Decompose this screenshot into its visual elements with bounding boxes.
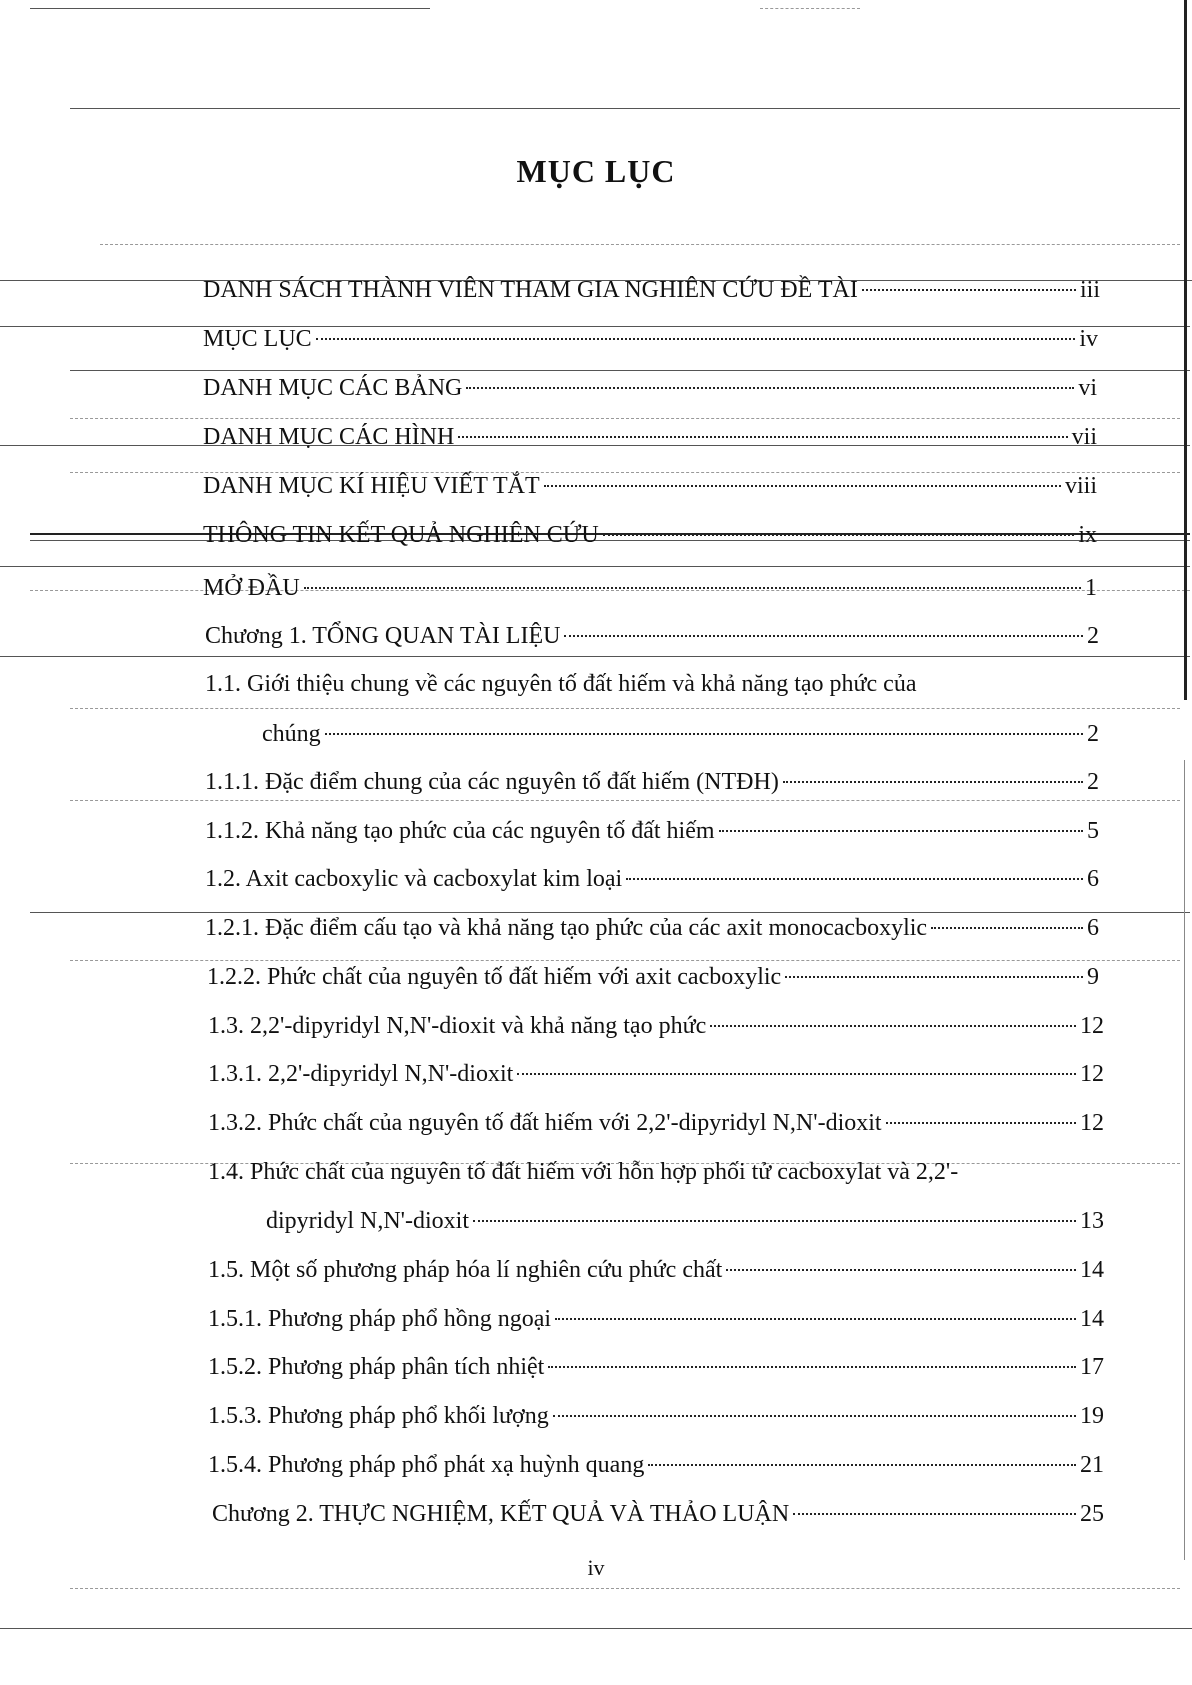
scan-line bbox=[70, 708, 1180, 709]
page-edge bbox=[1184, 760, 1185, 1560]
toc-entry-title: Chương 1. TỔNG QUAN TÀI LIỆU bbox=[205, 623, 561, 649]
dot-leader bbox=[555, 1318, 1076, 1320]
page-title: MỤC LỤC bbox=[516, 153, 676, 189]
scan-line bbox=[0, 566, 1190, 567]
toc-entry[interactable] bbox=[262, 719, 1099, 749]
toc-entry-page: 19 bbox=[1080, 1403, 1104, 1429]
toc-entry-page: 2 bbox=[1087, 721, 1099, 747]
scan-line bbox=[0, 656, 1190, 657]
scan-line bbox=[30, 8, 430, 9]
toc-entry[interactable] bbox=[208, 1401, 1104, 1431]
toc-entry-title: MỞ ĐẦU bbox=[203, 575, 300, 601]
toc-entry-title: 1.2. Axit cacboxylic và cacboxylat kim loại bbox=[205, 866, 623, 892]
toc-entry-page: 5 bbox=[1087, 818, 1099, 844]
dot-leader bbox=[719, 830, 1083, 832]
toc-entry-title: MỤC LỤC bbox=[203, 326, 312, 352]
scan-line bbox=[70, 1588, 1180, 1589]
toc-entry-title: DANH SÁCH THÀNH VIÊN THAM GIA NGHIÊN CỨU ĐỀ TÀI bbox=[203, 277, 858, 303]
toc-entry-page: vii bbox=[1071, 424, 1097, 450]
scan-line bbox=[70, 800, 1180, 801]
toc-entry-title: 1.5.4. Phương pháp phổ phát xạ huỳnh quang bbox=[208, 1452, 645, 1478]
toc-entry-title: DANH MỤC CÁC HÌNH bbox=[203, 424, 455, 450]
toc-entry-title: Chương 2. THỰC NGHIỆM, KẾT QUẢ VÀ THẢO LUẬN bbox=[212, 1501, 790, 1527]
toc-entry[interactable] bbox=[208, 1011, 1104, 1041]
dot-leader bbox=[793, 1513, 1076, 1515]
toc-entry-page: 2 bbox=[1087, 623, 1099, 649]
toc-entry[interactable] bbox=[208, 1255, 1104, 1285]
scan-line bbox=[70, 370, 1190, 371]
dot-leader bbox=[544, 485, 1061, 487]
toc-entry[interactable] bbox=[212, 1499, 1104, 1529]
toc-entry[interactable] bbox=[203, 471, 1097, 501]
toc-entry[interactable] bbox=[208, 1059, 1104, 1089]
dot-leader bbox=[473, 1220, 1076, 1222]
toc-entry-title: 1.2.1. Đặc điểm cấu tạo và khả năng tạo phức của các axit monocacboxylic bbox=[205, 915, 928, 941]
dot-leader bbox=[626, 878, 1083, 880]
toc-entry[interactable] bbox=[203, 422, 1097, 452]
toc-entry-title: 1.1.1. Đặc điểm chung của các nguyên tố đất hiếm (NTĐH) bbox=[205, 769, 779, 795]
toc-entry-page: 12 bbox=[1080, 1013, 1104, 1039]
toc-entry[interactable] bbox=[203, 275, 1100, 305]
dot-leader bbox=[785, 976, 1083, 978]
toc-entry-page: 6 bbox=[1087, 866, 1099, 892]
dot-leader bbox=[458, 436, 1067, 438]
toc-entry[interactable] bbox=[203, 520, 1097, 550]
dot-leader bbox=[931, 927, 1083, 929]
toc-entry-page: vi bbox=[1078, 375, 1097, 401]
dot-leader bbox=[517, 1073, 1076, 1075]
toc-entry-title: DANH MỤC KÍ HIỆU VIẾT TẮT bbox=[203, 473, 540, 499]
toc-entry-page: 17 bbox=[1080, 1354, 1104, 1380]
dot-leader bbox=[603, 534, 1075, 536]
dot-leader bbox=[648, 1464, 1076, 1466]
toc-entry-page: 25 bbox=[1080, 1501, 1104, 1527]
toc-entry-page: 14 bbox=[1080, 1257, 1104, 1283]
toc-entry-title: dipyridyl N,N'-dioxit bbox=[266, 1208, 469, 1234]
toc-entry[interactable] bbox=[205, 816, 1099, 846]
toc-entry-line: 1.1. Giới thiệu chung về các nguyên tố đất hiếm và khả năng tạo phức của bbox=[205, 671, 917, 697]
dot-leader bbox=[564, 635, 1083, 637]
toc-entry-page: 2 bbox=[1087, 769, 1099, 795]
toc-entry-page: iii bbox=[1079, 277, 1100, 303]
dot-leader bbox=[325, 733, 1083, 735]
toc-entry[interactable] bbox=[205, 767, 1099, 797]
toc-entry[interactable] bbox=[205, 621, 1099, 651]
toc-entry-page: 13 bbox=[1080, 1208, 1104, 1234]
toc-entry[interactable] bbox=[203, 573, 1097, 603]
scan-line bbox=[70, 418, 1180, 419]
dot-leader bbox=[316, 338, 1076, 340]
toc-entry-title: 1.5.1. Phương pháp phổ hồng ngoại bbox=[208, 1306, 552, 1332]
page-edge bbox=[1184, 0, 1187, 700]
toc-entry[interactable] bbox=[203, 324, 1098, 354]
toc-entry-title: chúng bbox=[262, 721, 321, 747]
toc-entry-title: DANH MỤC CÁC BẢNG bbox=[203, 375, 463, 401]
dot-leader bbox=[783, 781, 1083, 783]
toc-entry-page: 9 bbox=[1087, 964, 1099, 990]
toc-entry[interactable] bbox=[208, 1108, 1104, 1138]
toc-entry[interactable] bbox=[208, 1450, 1104, 1480]
dot-leader bbox=[710, 1025, 1076, 1027]
toc-entry-title: THÔNG TIN KẾT QUẢ NGHIÊN CỨU bbox=[203, 522, 599, 548]
toc-entry-page: 6 bbox=[1087, 915, 1099, 941]
dot-leader bbox=[548, 1366, 1076, 1368]
toc-entry-page: 12 bbox=[1080, 1061, 1104, 1087]
dot-leader bbox=[726, 1269, 1076, 1271]
toc-entry-page: 21 bbox=[1080, 1452, 1104, 1478]
toc-entry[interactable] bbox=[208, 1304, 1104, 1334]
toc-entry-page: 14 bbox=[1080, 1306, 1104, 1332]
scan-line bbox=[0, 1628, 1192, 1629]
toc-entry-title: 1.1.2. Khả năng tạo phức của các nguyên tố đất hiếm bbox=[205, 818, 715, 844]
scan-line bbox=[70, 960, 1180, 961]
scan-line bbox=[100, 244, 1180, 245]
dot-leader bbox=[466, 387, 1074, 389]
toc-entry[interactable] bbox=[205, 864, 1099, 894]
toc-entry[interactable] bbox=[207, 962, 1099, 992]
toc-entry-title: 1.5. Một số phương pháp hóa lí nghiên cứu phức chất bbox=[208, 1257, 723, 1283]
toc-entry-page: iv bbox=[1079, 326, 1098, 352]
toc-entry-title: 1.5.2. Phương pháp phân tích nhiệt bbox=[208, 1354, 545, 1380]
toc-entry-title: 1.5.3. Phương pháp phổ khối lượng bbox=[208, 1403, 549, 1429]
toc-entry-title: 1.3. 2,2'-dipyridyl N,N'-dioxit và khả năng tạo phức bbox=[208, 1013, 707, 1039]
toc-entry[interactable] bbox=[208, 1352, 1104, 1382]
toc-entry[interactable] bbox=[266, 1206, 1104, 1236]
toc-entry-page: 1 bbox=[1085, 575, 1097, 601]
dot-leader bbox=[862, 289, 1076, 291]
toc-entry-page: ix bbox=[1078, 522, 1097, 548]
page-number: iv bbox=[587, 1555, 605, 1580]
toc-entry[interactable] bbox=[205, 913, 1099, 943]
toc-entry-line: 1.4. Phức chất của nguyên tố đất hiếm với hỗn hợp phối tử cacboxylat và 2,2'- bbox=[208, 1159, 959, 1185]
scan-line bbox=[760, 8, 860, 9]
scan-line bbox=[70, 108, 1180, 109]
toc-entry-title: 1.3.2. Phức chất của nguyên tố đất hiếm với 2,2'-dipyridyl N,N'-dioxit bbox=[208, 1110, 882, 1136]
dot-leader bbox=[304, 587, 1081, 589]
toc-entry-page: 12 bbox=[1080, 1110, 1104, 1136]
dot-leader bbox=[886, 1122, 1076, 1124]
dot-leader bbox=[553, 1415, 1076, 1417]
toc-entry-title: 1.2.2. Phức chất của nguyên tố đất hiếm với axit cacboxylic bbox=[207, 964, 782, 990]
toc-entry-page: viii bbox=[1064, 473, 1097, 499]
toc-entry-title: 1.3.1. 2,2'-dipyridyl N,N'-dioxit bbox=[208, 1061, 514, 1087]
toc-entry[interactable] bbox=[203, 373, 1097, 403]
